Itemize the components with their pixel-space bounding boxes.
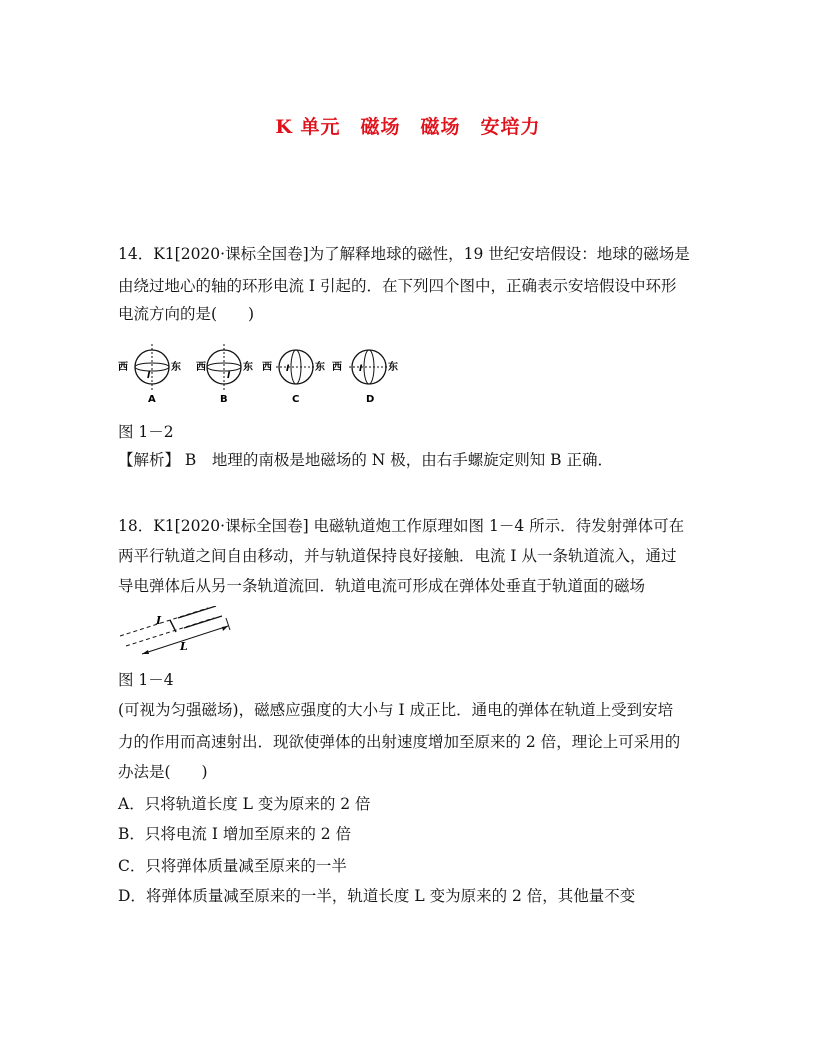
q18-option-c: C．只将弹体质量减至原来的一半	[118, 857, 347, 875]
q18-option-d: D．将弹体质量减至原来的一半，轨道长度 L 变为原来的 2 倍，其他量不变	[118, 887, 636, 905]
q18-line-6: 办法是( )	[118, 763, 208, 781]
figure-caption-1-2: 图 1－2	[118, 423, 174, 441]
q18-line-5: 力的作用而高速射出．现欲使弹体的出射速度增加至原来的 2 倍，理论上可采用的	[118, 733, 681, 751]
option-b-diagram	[196, 344, 253, 405]
q14-line-3: 电流方向的是( )	[118, 305, 255, 323]
page-title: K 单元 磁场 磁场 安培力	[275, 116, 541, 138]
length-label: L	[180, 640, 188, 653]
current-label: I	[227, 371, 231, 381]
q14-line-2: 由绕过地心的轴的环形电流 I 引起的．在下列四个图中，正确表示安培假设中环形	[118, 277, 677, 295]
current-label: I	[156, 614, 162, 627]
q14-analysis: 【解析】 B 地理的南极是地磁场的 N 极，由右手螺旋定则知 B 正确．	[118, 451, 613, 469]
q18-option-a: A．只将轨道长度 L 变为原来的 2 倍	[118, 795, 371, 813]
earth-current-figure	[116, 340, 406, 406]
current-label: I	[359, 364, 363, 374]
option-b-label: B	[220, 394, 228, 405]
option-a-diagram	[118, 344, 181, 405]
q14-line-1: 14．K1[2020·课标全国卷]为了解释地球的磁性，19 世纪安培假设：地球的磁场是	[118, 245, 690, 263]
option-a-label: A	[148, 394, 156, 405]
railgun-figure	[118, 606, 238, 664]
west-label: 西	[118, 362, 128, 373]
q18-line-2: 两平行轨道之间自由移动，并与轨道保持良好接触．电流 I 从一条轨道流入，通过	[118, 547, 677, 565]
east-label: 东	[388, 362, 398, 373]
east-label: 东	[315, 362, 325, 373]
west-label: 西	[262, 362, 272, 373]
option-c-diagram	[262, 350, 325, 405]
east-label: 东	[171, 362, 181, 373]
option-d-label: D	[366, 394, 375, 405]
current-label: I	[286, 364, 290, 374]
current-label: I	[147, 371, 151, 381]
west-label: 西	[332, 362, 342, 373]
q18-line-3: 导电弹体后从另一条轨道流回．轨道电流可形成在弹体处垂直于轨道面的磁场	[118, 577, 646, 595]
option-d-diagram	[332, 350, 398, 405]
option-c-label: C	[292, 394, 300, 405]
west-label: 西	[196, 362, 206, 373]
q18-line-1: 18．K1[2020·课标全国卷] 电磁轨道炮工作原理如图 1－4 所示．待发射弹体可在	[118, 517, 685, 535]
q18-option-b: B．只将电流 I 增加至原来的 2 倍	[118, 825, 352, 843]
q18-line-4: (可视为匀强磁场)，磁感应强度的大小与 I 成正比．通电的弹体在轨道上受到安培	[118, 701, 674, 719]
figure-caption-1-4: 图 1－4	[118, 671, 174, 689]
east-label: 东	[243, 362, 253, 373]
